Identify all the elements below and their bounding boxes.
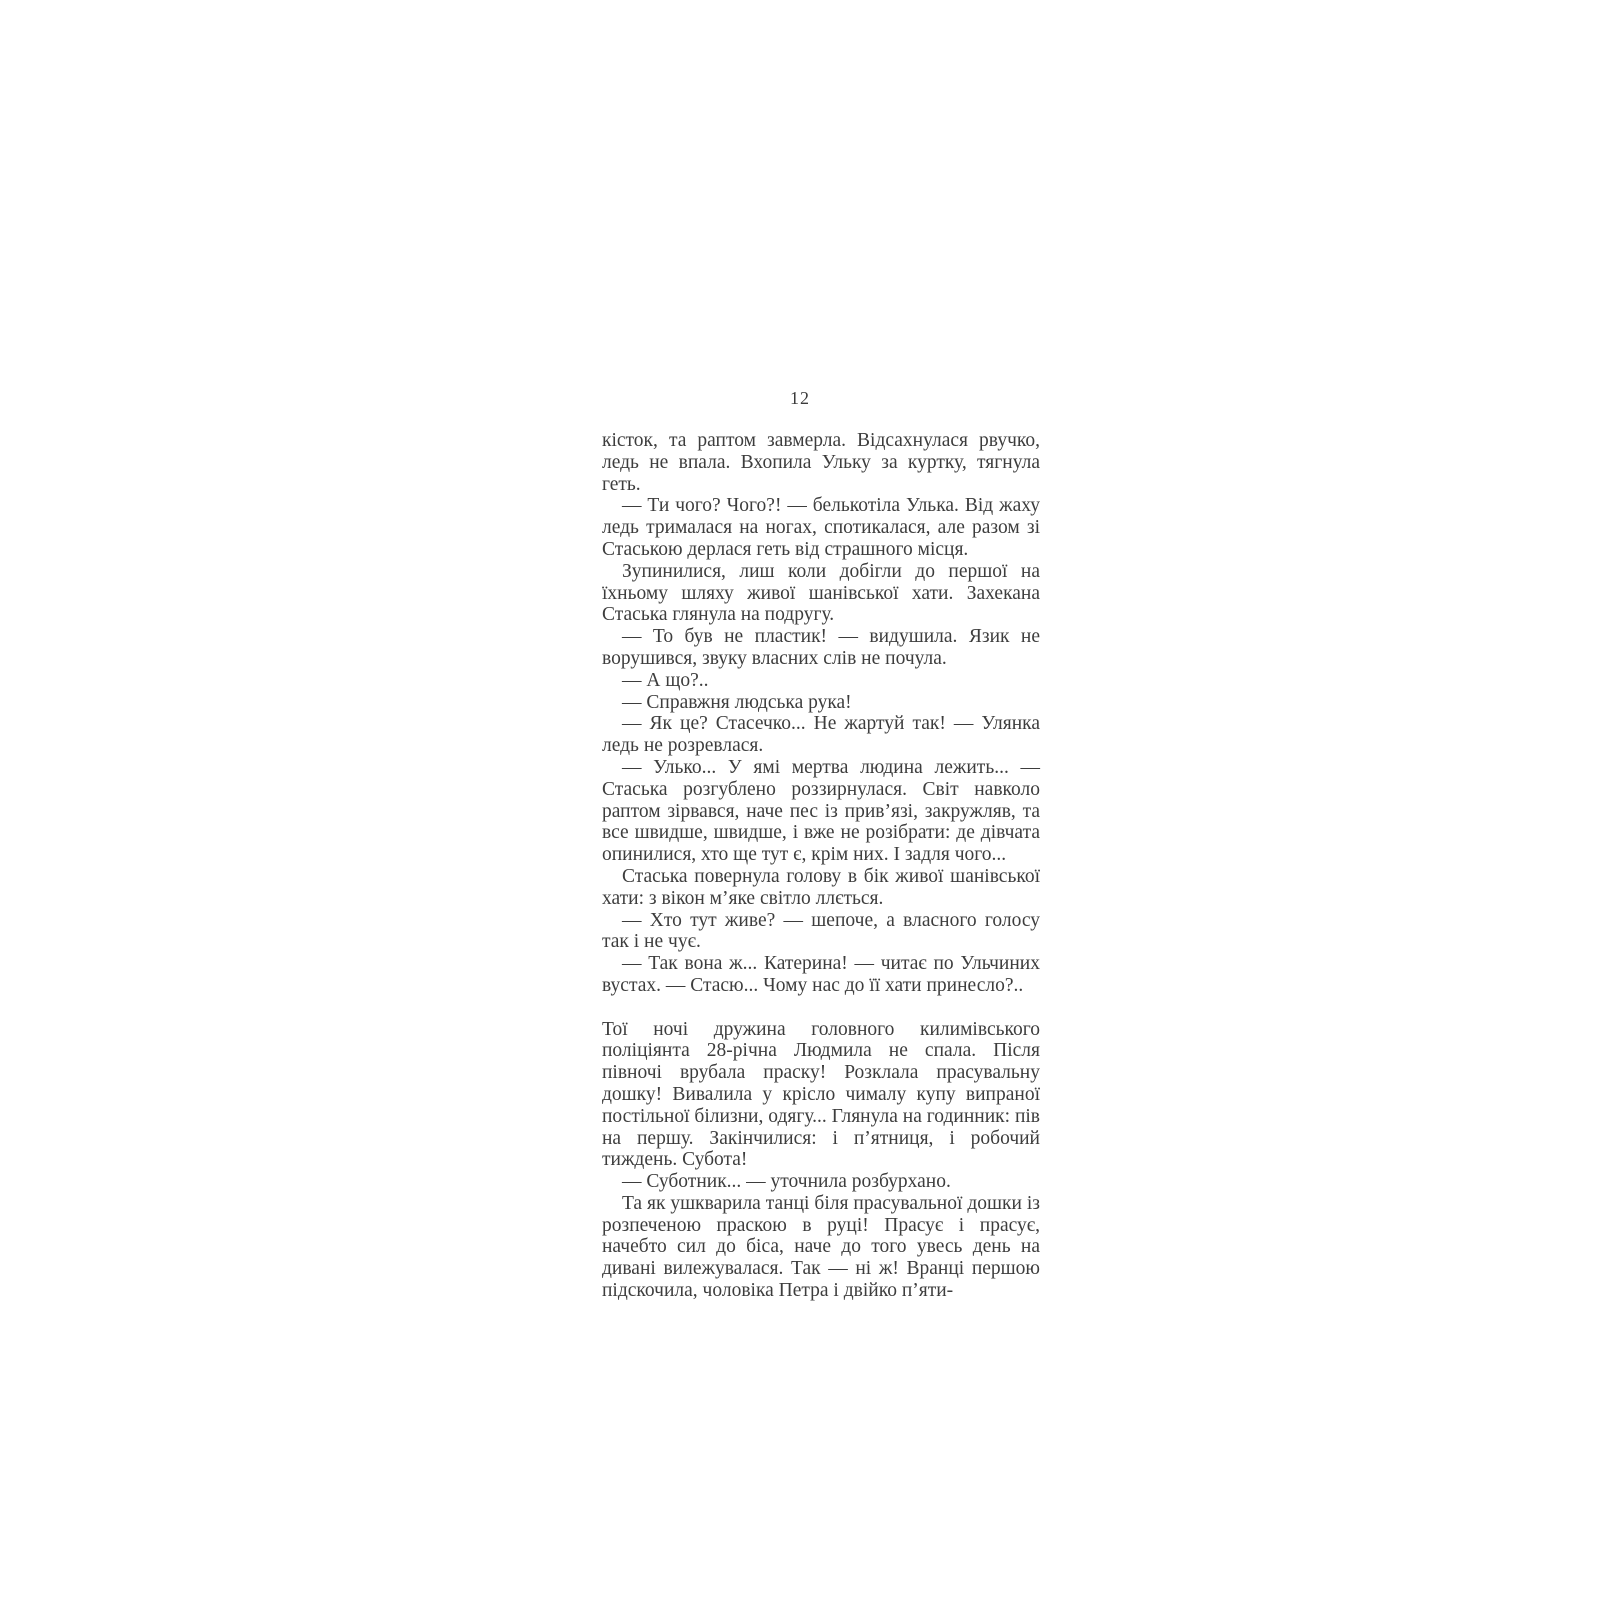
- paragraph: — Улько... У ямі мертва людина лежить... — Стаська розгублено роззирнулася. Світ навколо раптом зірвався, наче пес із прив’язі, закружляв, та все швидше, швидше, і вже не розібрати: де дівчата опинилися, хто ще тут є, крім них. І задля чого...: [602, 756, 1040, 866]
- paragraph: Тої ночі дружина головного килимівського поліціянта 28-річна Людмила не спала. Після півночі врубала праску! Розклала прасувальну дошку! Вивалила у крісло чималу купу випраної постільної білизни, одягу... Глянула на годинник: пів на першу. Закінчилися: і п’ятниця, і робочий тиждень. Субота!: [602, 1018, 1040, 1171]
- text-column: [602, 430, 1040, 1302]
- paragraph: — Суботник... — уточнила розбурхано.: [622, 1171, 951, 1193]
- section-break: [602, 997, 1040, 1019]
- page-number: 12: [790, 388, 810, 408]
- paragraph: — Справжня людська рука!: [622, 691, 852, 713]
- paragraph: Зупинилися, лиш коли добігли до першої на їхньому шляху живої шанівської хати. Захекана Стаська глянула на подругу.: [602, 560, 1040, 626]
- paragraph: — Ти чого? Чого?! — белькотіла Улька. Від жаху ледь трималася на ногах, спотикалася, але разом зі Стаською дерлася геть від страшного місця.: [602, 495, 1040, 560]
- paragraph: — А що?..: [622, 669, 709, 691]
- paragraph: Та як ушкварила танці біля прасувальної дошки із розпеченою праскою в руці! Прасує і прасує, начебто сил до біса, наче до того увесь день на дивані вилежувалася. Так — ні ж! Вранці першою підскочила, чоловіка Петра і двійко п’яти-: [602, 1192, 1040, 1302]
- section-2: [602, 1019, 1040, 1302]
- section-1: [602, 430, 1040, 997]
- paragraph: — Як це? Стасечко... Не жартуй так! — Улянка ледь не розревлася.: [602, 713, 1040, 757]
- paragraph: — Так вона ж... Катерина! — читає по Ульчиних вустах. — Стасю... Чому нас до її хати принесло?..: [602, 953, 1040, 996]
- paragraph: — Хто тут живе? — шепоче, а власного голосу так і не чує.: [602, 909, 1040, 953]
- paragraph: Стаська повернула голову в бік живої шанівської хати: з вікон м’яке світло ллється.: [602, 865, 1040, 909]
- paragraph: — То був не пластик! — видушила. Язик не ворушився, звуку власних слів не почула.: [602, 626, 1040, 669]
- paragraph: кісток, та раптом завмерла. Відсахнулася рвучко, ледь не впала. Вхопила Ульку за куртку, тягнула геть.: [602, 430, 1040, 495]
